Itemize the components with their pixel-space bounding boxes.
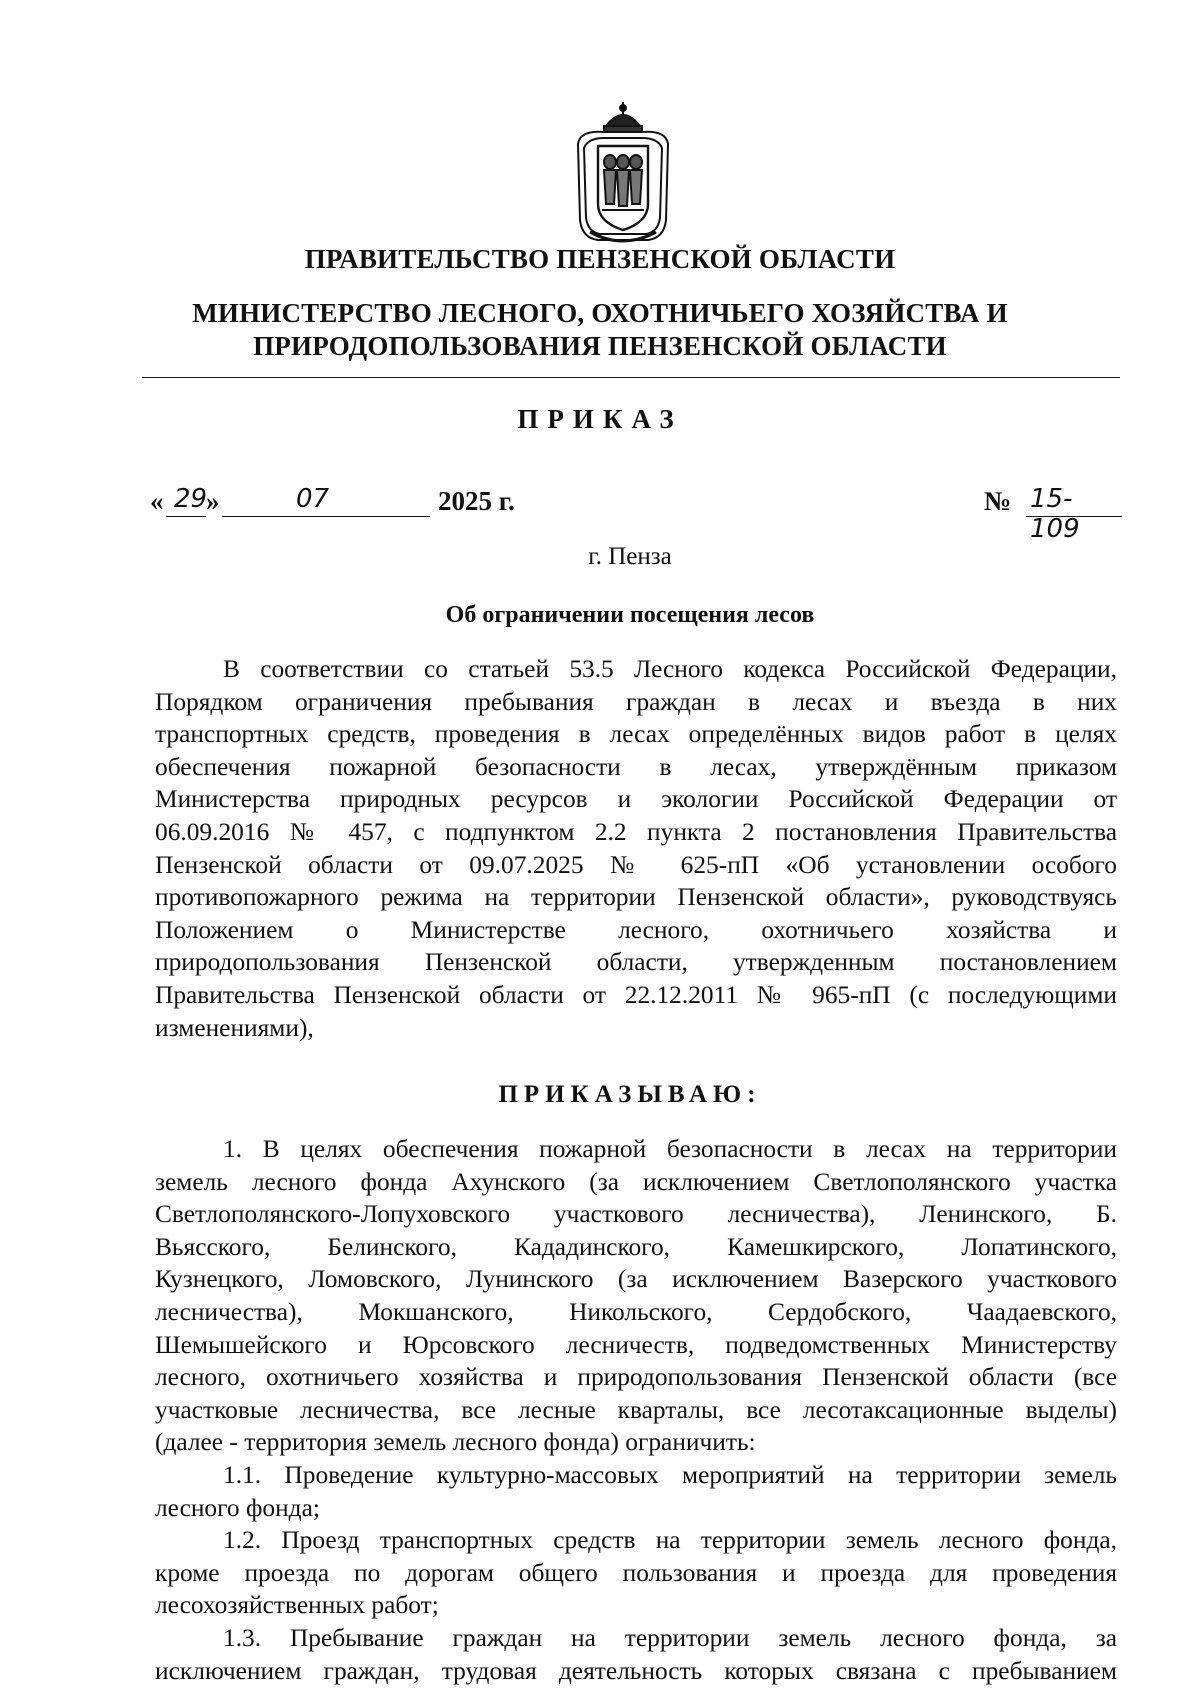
preamble-line: Порядком ограничения пребывания граждан в лесах и въезда в них [155,687,1117,716]
city: г. Пенза [588,543,672,570]
date-number-row [150,484,1122,544]
item-line: Вьясского, Белинского, Кададинского, Камешкирского, Лопатинского, [155,1232,1117,1261]
item-line: исключением граждан, трудовая деятельность которых связана с пребыванием [155,1656,1117,1685]
item-line: 1.3. Пребывание граждан на территории земель лесного фонда, за [223,1623,1117,1652]
preamble-line: природопользования Пензенской области, утвержденным постановлением [155,948,1117,977]
item-line: Шемышейского и Юрсовского лесничеств, подведомственных Министерству [155,1330,1117,1359]
item-line: (далее - территория земель лесного фонда) ограничить: [155,1428,756,1457]
preamble-line: обеспечения пожарной безопасности в лесах, утверждённым приказом [155,752,1117,781]
date-day: 29 [174,484,208,514]
preamble-line: В соответствии со статьей 53.5 Лесного кодекса Российской Федерации, [223,655,1117,683]
item-line: лесничества), Мокшанского, Никольского, Сердобского, Чаадаевского, [155,1297,1117,1326]
preamble-line: Пензенской области от 09.07.2025 № 625-пП «Об установлении особого [155,850,1117,879]
ministry-title-line-1: МИНИСТЕРСТВО ЛЕСНОГО, ОХОТНИЧЬЕГО ХОЗЯЙСТВА И [192,298,1008,328]
date-quote-close: » [206,486,220,516]
preamble-line: противопожарного режима на территории Пензенской области», руководствуясь [155,883,1117,912]
item-line: Светлополянского-Лопуховского участкового лесничества), Ленинского, Б. [155,1200,1117,1229]
preamble-line: Положением о Министерстве лесного, охотничьего хозяйства и [155,915,1117,944]
preamble-line: изменениями), [155,1013,314,1042]
document-type-title: ПРИКАЗ [517,404,683,434]
item-line: лесохозяйственных работ; [155,1591,439,1620]
item-line: участковые лесничества, все лесные кварталы, все лесотаксационные выделы) [155,1395,1117,1424]
date-month: 07 [296,484,330,514]
item-line: Кузнецкого, Ломовского, Лунинского (за исключением Вазерского участкового [155,1265,1117,1294]
item-line: лесного, охотничьего хозяйства и природопользования Пензенской области (все [155,1363,1117,1392]
document-subject: Об ограничении посещения лесов [445,602,815,628]
item-line: земель лесного фонда Ахунского (за исключением Светлополянского участка [155,1167,1117,1196]
item-line: 1.1. Проведение культурно-массовых мероприятий на территории земель [223,1460,1117,1489]
document-number: 15-109 [1030,484,1080,544]
preamble-line: Правительства Пензенской области от 22.12.2011 № 965-пП (с последующими [155,980,1117,1009]
order-word: ПРИКАЗЫВАЮ: [498,1081,762,1108]
preamble-line: Министерства природных ресурсов и экологии Российской Федерации от [155,785,1117,814]
coat-of-arms-icon [568,100,678,248]
date-quote-open: « [150,486,164,516]
order-items [155,1133,1117,1687]
preamble [155,653,1117,1044]
preamble-line: 06.09.2016 № 457, с подпунктом 2.2 пункта 2 постановления Правительства [155,817,1117,846]
item-line: 1. В целях обеспечения пожарной безопасности в лесах на территории [223,1135,1117,1163]
date-year: 2025 г. [438,486,515,516]
number-label: № [984,486,1012,516]
item-line: кроме проезда по дорогам общего пользования и проезда для проведения [155,1558,1117,1587]
item-line: лесного фонда; [155,1493,320,1522]
preamble-line: транспортных средств, проведения в лесах определённых видов работ в целях [155,720,1117,749]
item-line: 1.2. Проезд транспортных средств на территории земель лесного фонда, [223,1526,1117,1555]
header-divider [142,377,1120,378]
ministry-title-line-2: ПРИРОДОПОЛЬЗОВАНИЯ ПЕНЗЕНСКОЙ ОБЛАСТИ [253,331,947,361]
government-title: ПРАВИТЕЛЬСТВО ПЕНЗЕНСКОЙ ОБЛАСТИ [304,244,896,274]
